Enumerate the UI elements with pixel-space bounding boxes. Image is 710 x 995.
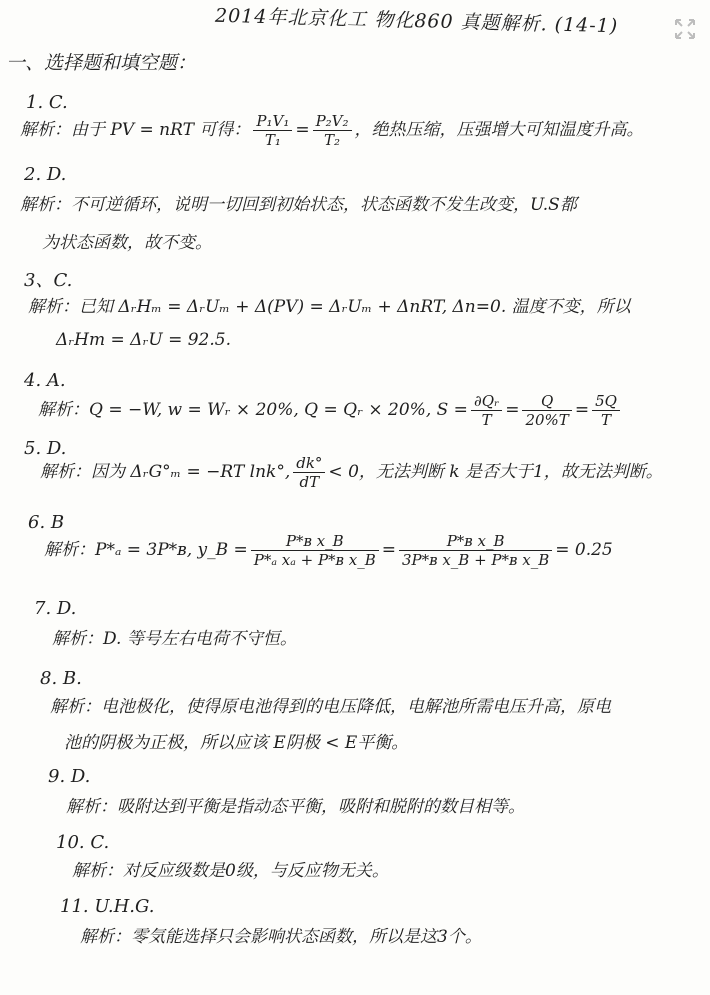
answer-8-explanation — [50, 692, 611, 717]
fraction-denominator: T — [481, 411, 492, 429]
fraction — [471, 392, 502, 429]
answer-6-explanation: 解析：P*ₐ = 3P*ʙ, y_B = $\frac{\text{P*ʙ x\_B}}{\text{P*ₐ xₐ + P*ʙ x\_B}}$ = $\frac{\text{P*ʙ x\_B}}{\text{3P*ʙ x\_B + P*ʙ x\_B}}$ = 0.25 — [44, 532, 613, 569]
fraction-denominator: T — [600, 411, 611, 429]
answer-9-number: 9. D. — [48, 766, 91, 787]
answer-1-text-post: ，绝热压缩，压强增大可知温度升高。 — [354, 120, 644, 140]
answer-5-number: 5. D. — [24, 438, 67, 459]
fraction-numerator: P₁V₁ — [253, 112, 292, 131]
explanation-label: 解析： — [20, 195, 71, 215]
answer-1-text-pre: 由于 PV = nRT 可得： — [71, 120, 251, 140]
answer-9-explanation — [66, 792, 525, 817]
fraction-denominator: 3P*ʙ x_B + P*ʙ x_B — [402, 551, 550, 569]
fraction — [313, 112, 352, 149]
answer-3-explanation — [28, 292, 631, 317]
answer-6-number: 6. B — [28, 512, 65, 533]
answer-10-line-1: 对反应级数是0级，与反应物无关。 — [123, 861, 389, 881]
answer-11-line-1: 零気能选择只会影响状态函数，所以是这3个。 — [131, 927, 482, 947]
answer-10-number: 10. C. — [56, 832, 110, 853]
answer-8-number: 8. B. — [40, 668, 82, 689]
answer-2-number: 2. D. — [24, 164, 67, 185]
answer-4-number: 4. A. — [24, 370, 66, 391]
answer-4-text-pre: Q = −W, w = Wᵣ × 20%, Q = Qᵣ × 20%, S = — [89, 400, 468, 420]
answer-11-number: 11. U.H.G. — [60, 896, 155, 917]
answer-3-number: 3、C. — [24, 270, 73, 291]
explanation-label: 解析： — [28, 297, 79, 317]
answer-2-explanation — [20, 190, 577, 215]
answer-7-number: 7. D. — [34, 598, 77, 619]
answer-7-line-1: D. 等号左右电荷不守恒。 — [103, 629, 297, 649]
fraction-numerator: Q — [522, 392, 571, 411]
answer-2-line-2: 为状态函数，故不变。 — [42, 233, 212, 253]
fraction — [399, 532, 552, 569]
explanation-label: 解析： — [80, 927, 131, 947]
fraction-denominator: dT — [299, 473, 320, 491]
fraction-numerator: P*ʙ x_B — [399, 532, 552, 551]
explanation-label: 解析： — [66, 797, 117, 817]
answer-11-explanation — [80, 922, 482, 947]
fraction-numerator: P₂V₂ — [313, 112, 352, 131]
expand-arrows-icon[interactable] — [674, 18, 696, 40]
answer-9-line-1: 吸附达到平衡是指动态平衡，吸附和脱附的数目相等。 — [117, 797, 525, 817]
answer-5-text-post: < 0，无法判断 k 是否大于1，故无法判断。 — [328, 462, 663, 482]
answer-8-line-1: 电池极化，使得原电池得到的电压降低，电解池所需电压升高，原电 — [101, 697, 611, 717]
explanation-label: 解析： — [72, 861, 123, 881]
fraction — [253, 112, 292, 149]
answer-8-line-2: 池的阴极为正极，所以应该 E阴极 < E平衡。 — [64, 733, 409, 753]
fraction-numerator: 5Q — [592, 392, 620, 411]
answer-5-explanation — [40, 454, 663, 491]
explanation-label: 解析： — [20, 120, 71, 140]
fraction-denominator: P*ₐ xₐ + P*ʙ x_B — [253, 551, 376, 569]
fraction-denominator: 20%T — [525, 411, 569, 429]
fraction-numerator: P*ʙ x_B — [251, 532, 379, 551]
answer-2-line-1: 不可逆循环，说明一切回到初始状态，状态函数不发生改变，U.S都 — [71, 195, 577, 215]
answer-6-text-post: = 0.25 — [555, 540, 613, 560]
answer-10-explanation — [72, 856, 389, 881]
answer-4-explanation: 解析：Q = −W, w = Wᵣ × 20%, Q = Qᵣ × 20%, S = $\frac{\text{∂Qᵣ}}{T}$ = $\frac{Q}{20\%T}$ = $\frac{5Q}{T}$ — [38, 392, 623, 429]
fraction — [293, 454, 325, 491]
equals-sign: = — [295, 120, 310, 140]
fraction-numerator: dk° — [293, 454, 325, 473]
explanation-label: 解析： — [38, 400, 89, 420]
fraction-denominator: T₁ — [264, 131, 281, 149]
section-title: 一、选择题和填空题： — [6, 52, 197, 74]
explanation-label: 解析： — [52, 629, 103, 649]
answer-6-text-pre: P*ₐ = 3P*ʙ, y_B = — [95, 540, 248, 560]
explanation-label: 解析： — [40, 462, 91, 482]
fraction — [522, 392, 571, 429]
explanation-label: 解析： — [50, 697, 101, 717]
answer-3-line-1: 已知 ΔᵣHₘ = ΔᵣUₘ + Δ(PV) = ΔᵣUₘ + ΔnRT, Δn=0. 温度不变，所以 — [79, 297, 631, 317]
fraction-numerator: ∂Qᵣ — [471, 392, 502, 411]
answer-7-explanation — [52, 624, 297, 649]
fraction — [251, 532, 379, 569]
page-title: 2014年北京化工 物化860 真题解析. (14-1) — [214, 4, 619, 38]
fraction-denominator: T₂ — [324, 131, 341, 149]
explanation-label: 解析： — [44, 540, 95, 560]
answer-1-explanation — [20, 112, 644, 149]
fraction — [592, 392, 620, 429]
answer-1-number: 1. C. — [26, 92, 68, 113]
answer-5-text-pre: 因为 ΔᵣG°ₘ = −RT lnk°, — [91, 462, 291, 482]
answer-3-line-2: ΔᵣHm = ΔᵣU = 92.5. — [56, 330, 231, 350]
